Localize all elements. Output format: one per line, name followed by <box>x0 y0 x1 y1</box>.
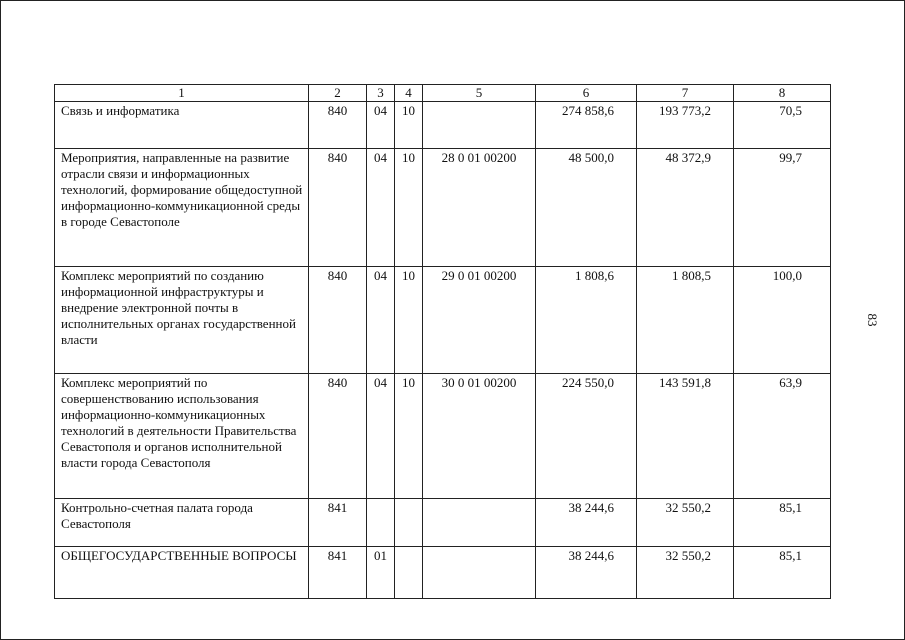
cell-col3 <box>367 499 395 547</box>
cell-col7: 193 773,2 <box>637 102 734 149</box>
cell-col7: 48 372,9 <box>637 149 734 267</box>
cell-col3: 04 <box>367 149 395 267</box>
cell-col8: 100,0 <box>734 267 831 374</box>
cell-col4: 10 <box>395 102 423 149</box>
column-header: 4 <box>395 85 423 102</box>
table-row <box>55 547 831 599</box>
cell-col6: 38 244,6 <box>536 499 637 547</box>
cell-col8: 99,7 <box>734 149 831 267</box>
column-header: 8 <box>734 85 831 102</box>
row-name: ОБЩЕГОСУДАРСТВЕННЫЕ ВОПРОСЫ <box>55 547 309 599</box>
cell-col7: 32 550,2 <box>637 499 734 547</box>
cell-col2: 840 <box>309 149 367 267</box>
row-name: Контрольно-счетная палата города Севастополя <box>55 499 309 547</box>
cell-col5: 30 0 01 00200 <box>423 374 536 499</box>
header-row <box>55 85 831 102</box>
page-number: 83 <box>865 313 880 327</box>
cell-col2: 841 <box>309 547 367 599</box>
table-row <box>55 267 831 374</box>
budget-table <box>54 84 831 599</box>
table-row <box>55 149 831 267</box>
cell-col5 <box>423 499 536 547</box>
cell-col6: 224 550,0 <box>536 374 637 499</box>
cell-col6: 1 808,6 <box>536 267 637 374</box>
cell-col2: 841 <box>309 499 367 547</box>
column-header: 3 <box>367 85 395 102</box>
cell-col5 <box>423 547 536 599</box>
cell-col6: 274 858,6 <box>536 102 637 149</box>
cell-col6: 48 500,0 <box>536 149 637 267</box>
row-name: Мероприятия, направленные на развитие отрасли связи и информационных технологий, формирование общедоступной информационно-коммуникационной среды в городе Севастополе <box>55 149 309 267</box>
cell-col5: 29 0 01 00200 <box>423 267 536 374</box>
column-header: 2 <box>309 85 367 102</box>
cell-col6: 38 244,6 <box>536 547 637 599</box>
table-row <box>55 102 831 149</box>
column-header: 7 <box>637 85 734 102</box>
column-header: 5 <box>423 85 536 102</box>
cell-col4 <box>395 499 423 547</box>
cell-col2: 840 <box>309 102 367 149</box>
cell-col4: 10 <box>395 149 423 267</box>
cell-col4 <box>395 547 423 599</box>
row-name: Связь и информатика <box>55 102 309 149</box>
cell-col3: 04 <box>367 102 395 149</box>
cell-col4: 10 <box>395 267 423 374</box>
cell-col8: 85,1 <box>734 499 831 547</box>
table-row <box>55 499 831 547</box>
column-header: 6 <box>536 85 637 102</box>
cell-col7: 1 808,5 <box>637 267 734 374</box>
cell-col7: 143 591,8 <box>637 374 734 499</box>
cell-col8: 70,5 <box>734 102 831 149</box>
column-header: 1 <box>55 85 309 102</box>
cell-col7: 32 550,2 <box>637 547 734 599</box>
cell-col3: 01 <box>367 547 395 599</box>
cell-col2: 840 <box>309 267 367 374</box>
row-name: Комплекс мероприятий по созданию информационной инфраструктуры и внедрение электронной почты в исполнительных органах государственной власти <box>55 267 309 374</box>
cell-col5 <box>423 102 536 149</box>
cell-col3: 04 <box>367 374 395 499</box>
cell-col3: 04 <box>367 267 395 374</box>
table-row <box>55 374 831 499</box>
cell-col2: 840 <box>309 374 367 499</box>
cell-col8: 85,1 <box>734 547 831 599</box>
cell-col5: 28 0 01 00200 <box>423 149 536 267</box>
cell-col4: 10 <box>395 374 423 499</box>
cell-col8: 63,9 <box>734 374 831 499</box>
row-name: Комплекс мероприятий по совершенствованию использования информационно-коммуникационных технологий в деятельности Правительства Севастополя и органов исполнительной власти города Севастополя <box>55 374 309 499</box>
